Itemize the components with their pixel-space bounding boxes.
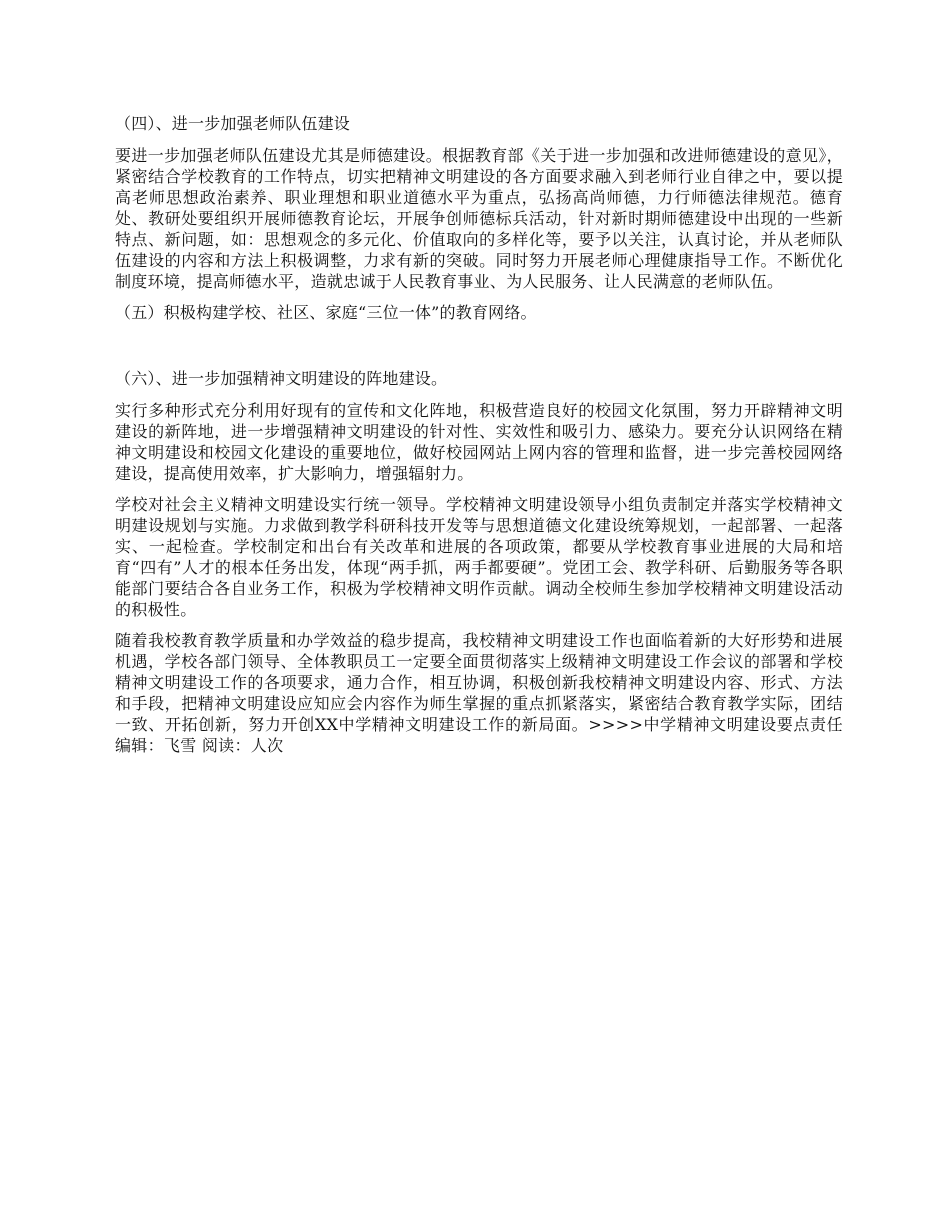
document-page — [115, 113, 843, 766]
section-spacer — [115, 334, 843, 368]
section-6-paragraph-3: 随着我校教育教学质量和办学效益的稳步提高，我校精神文明建设工作也面临着新的大好形势和进展机遇，学校各部门领导、全体教职员工一定要全面贯彻落实上级精神文明建设工作会议的部署和学校精神文明建设工作的各项要求，通力合作，相互协调，积极创新我校精神文明建设内容、形式、方法和手段，把精神文明建设应知应会内容作为师生掌握的重点抓紧落实，紧密结合教育教学实际，团结一致、开拓创新，努力开创XX中学精神文明建设工作的新局面。>>>>中学精神文明建设要点责任编辑：飞雪 阅读：人次 — [115, 631, 843, 755]
section-6-heading: （六）、进一步加强精神文明建设的阵地建设。 — [115, 369, 448, 388]
section-6-paragraph-2: 学校对社会主义精神文明建设实行统一领导。学校精神文明建设领导小组负责制定并落实学校精神文明建设规划与实施。力求做到教学科研科技开发等与思想道德文化建设统筹规划，一起部署、一起落实、一起检查。学校制定和出台有关改革和进展的各项政策，都要从学校教育事业进展的大局和培育“四有”人才的根本任务出发，体现“两手抓，两手都要硬”。党团工会、教学科研、后勤服务等各职能部门要结合各自业务工作，积极为学校精神文明作贡献。调动全校师生参加学校精神文明建设活动的积极性。 — [115, 495, 843, 619]
section-6-paragraph-1: 实行多种形式充分利用好现有的宣传和文化阵地，积极营造良好的校园文化氛围，努力开辟精神文明建设的新阵地，进一步增强精神文明建设的针对性、实效性和吸引力、感染力。要充分认识网络在精神文明建设和校园文化建设的重要地位，做好校园网站上网内容的管理和监督，进一步完善校园网络建设，提高使用效率，扩大影响力，增强辐射力。 — [115, 401, 843, 483]
section-5-heading: （五）积极构建学校、社区、家庭“三位一体”的教育网络。 — [115, 303, 537, 322]
section-4-paragraph: 要进一步加强老师队伍建设尤其是师德建设。根据教育部《关于进一步加强和改进师德建设的意见》，紧密结合学校教育的工作特点，切实把精神文明建设的各方面要求融入到老师行业自律之中，要以提高老师思想政治素养、职业理想和职业道德水平为重点，弘扬高尚师德，力行师德法律规范。德育处、教研处要组织开展师德教育论坛，开展争创师德标兵活动，针对新时期师德建设中出现的一些新特点、新问题，如：思想观念的多元化、价值取向的多样化等，要予以关注，认真讨论，并从老师队伍建设的内容和方法上积极调整，力求有新的突破。同时努力开展老师心理健康指导工作。不断优化制度环境，提高师德水平，造就忠诚于人民教育事业、为人民服务、让人民满意的老师队伍。 — [115, 146, 843, 291]
section-4-heading: （四）、进一步加强老师队伍建设 — [115, 114, 351, 133]
